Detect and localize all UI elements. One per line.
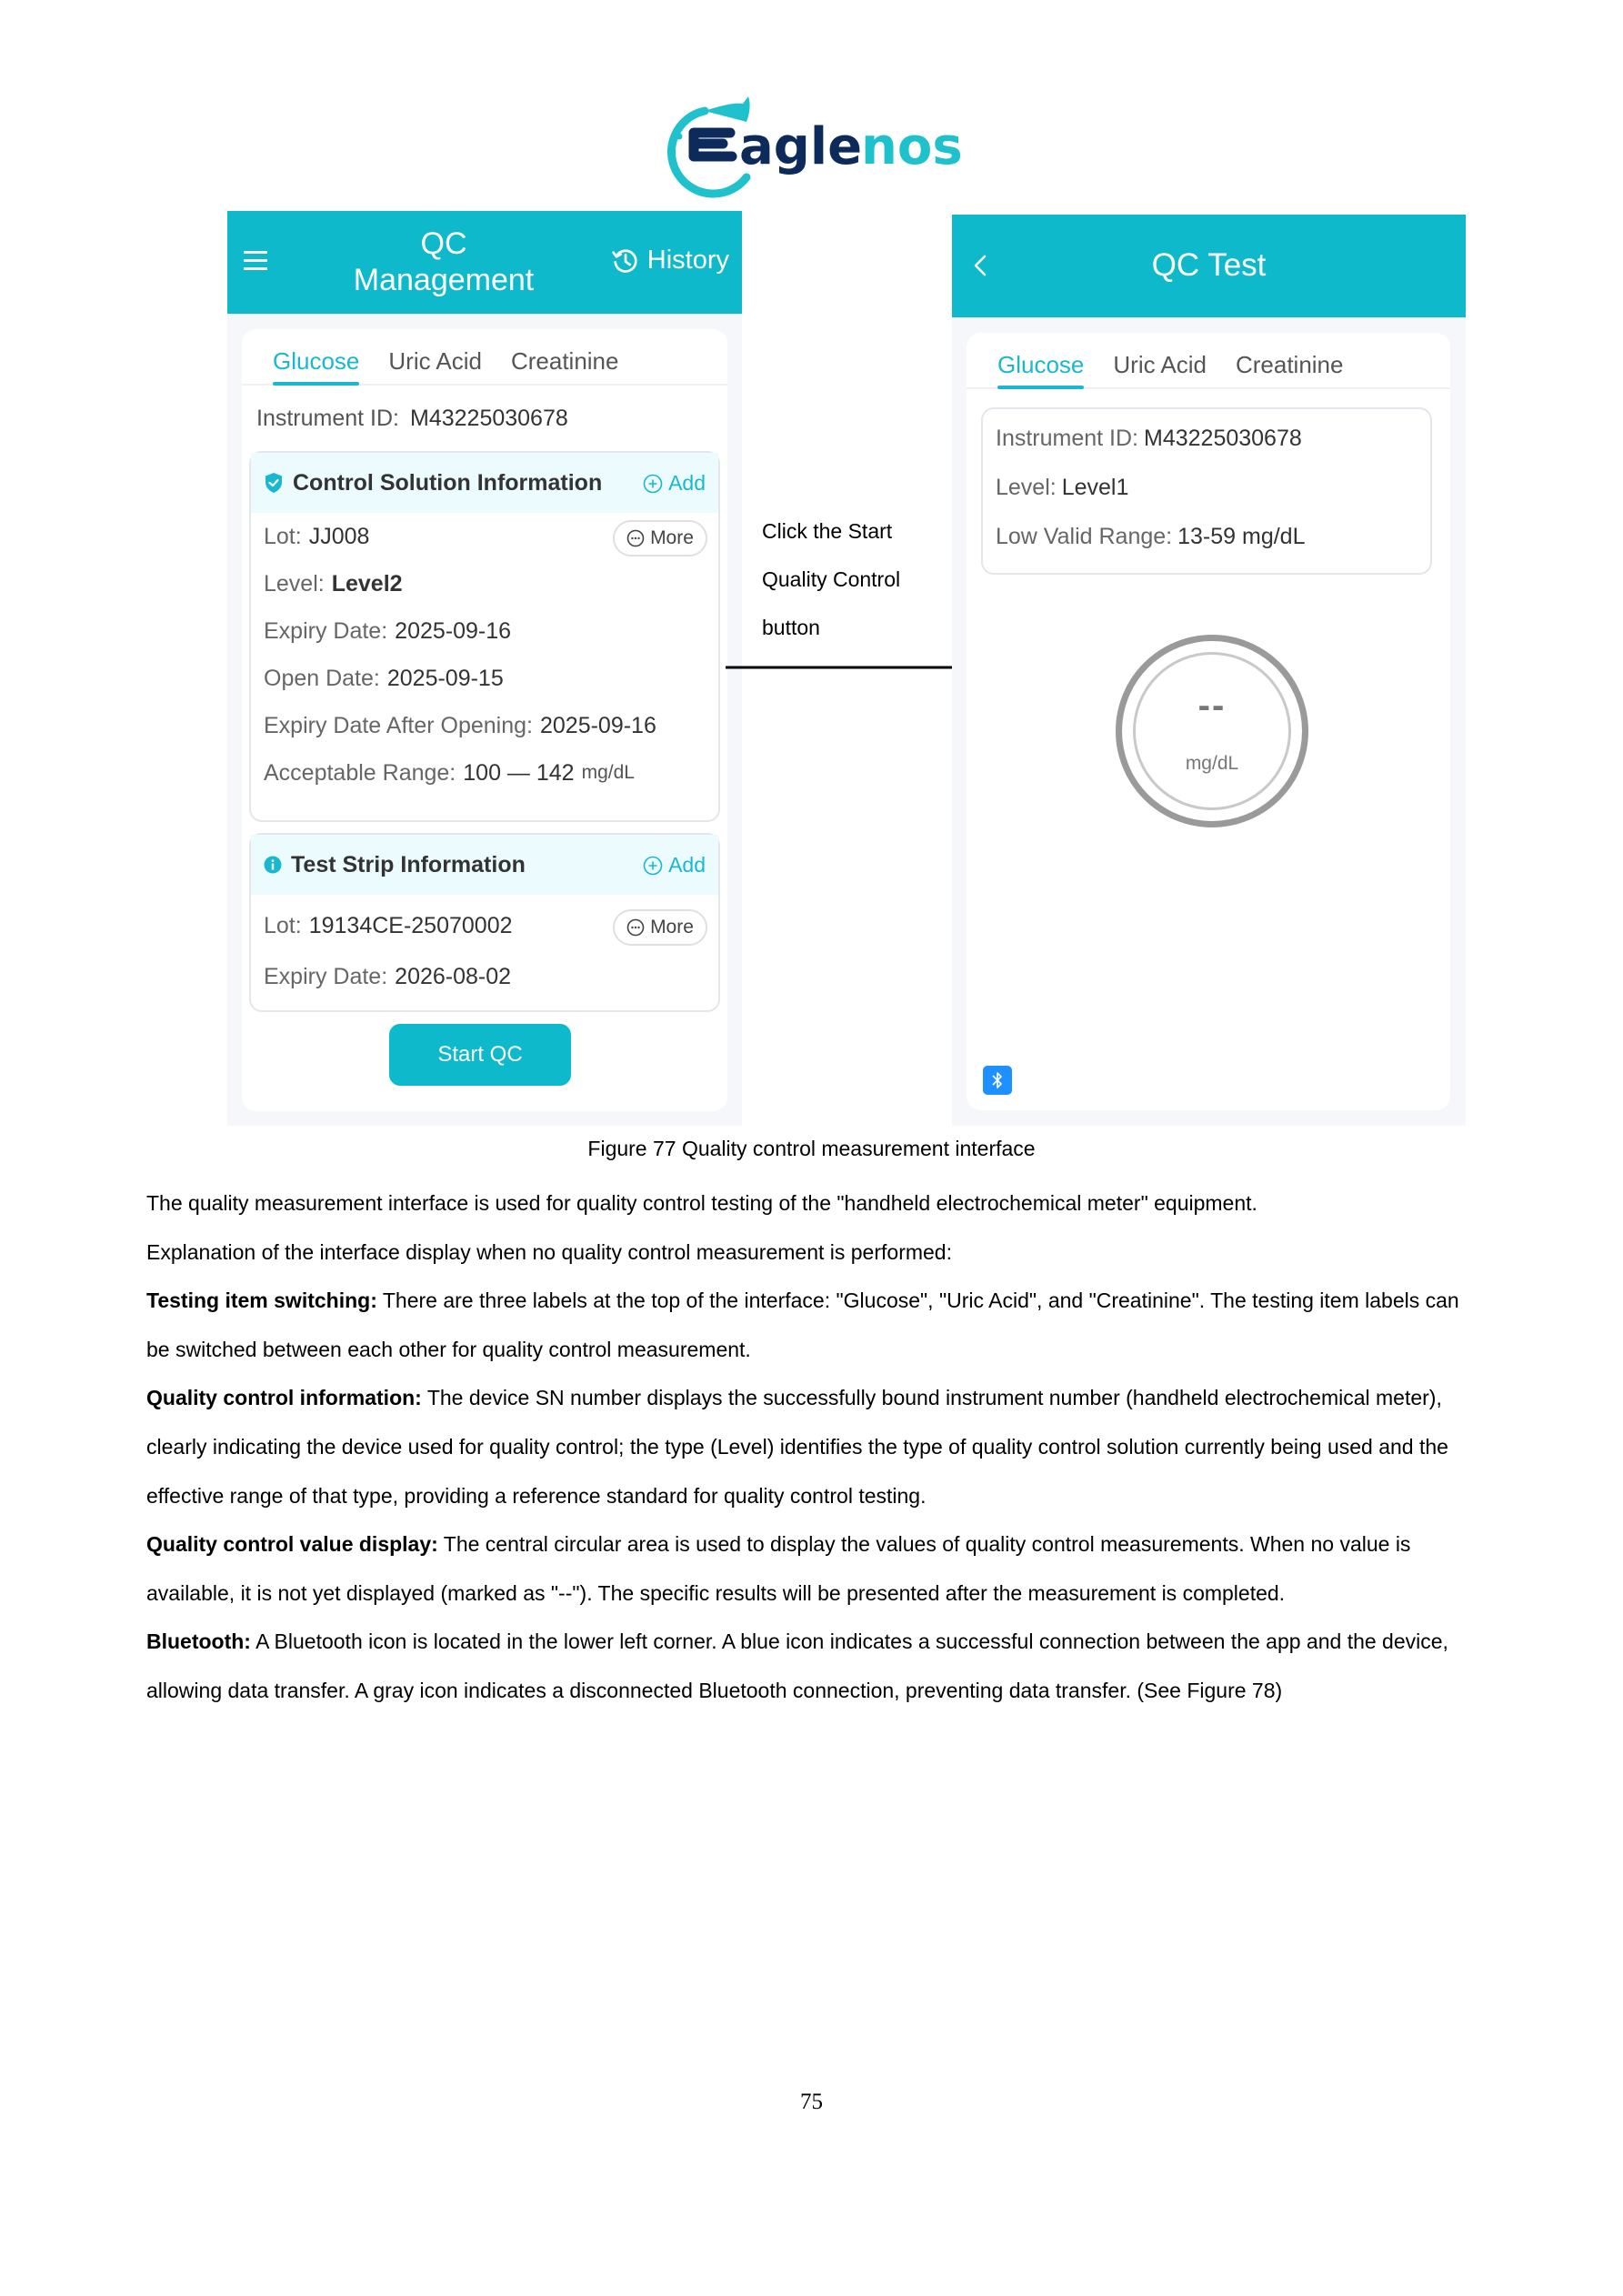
qc-card bbox=[242, 329, 727, 1111]
strip-more-button[interactable] bbox=[613, 909, 707, 946]
svg-text:agle: agle bbox=[739, 117, 863, 176]
control-open-date-row bbox=[251, 655, 718, 702]
annotation-line-2: Quality Control bbox=[762, 567, 901, 591]
paragraph-testing-item bbox=[146, 1277, 1474, 1374]
test-item-tabs bbox=[242, 329, 727, 386]
info-icon bbox=[264, 856, 282, 874]
strip-expiry-row bbox=[251, 953, 718, 1000]
testing-item-heading: Testing item switching: bbox=[146, 1288, 377, 1313]
bluetooth-heading: Bluetooth: bbox=[146, 1629, 251, 1654]
gauge-unit: mg/dL bbox=[1185, 753, 1239, 774]
level-value: Level2 bbox=[331, 570, 403, 597]
app-bar bbox=[227, 211, 742, 314]
more-dots-icon bbox=[626, 529, 645, 547]
instrument-id-label: Instrument ID: bbox=[256, 406, 399, 431]
instrument-id-row bbox=[996, 426, 1430, 475]
test-item-tabs bbox=[967, 333, 1450, 389]
control-solution-title: Control Solution Information bbox=[293, 469, 603, 496]
paragraph-explanation: Explanation of the interface display when no quality control measurement is performed: bbox=[146, 1239, 952, 1264]
add-label: Add bbox=[668, 471, 706, 495]
control-acceptable-range-row bbox=[251, 749, 718, 797]
paragraph-bluetooth bbox=[146, 1618, 1474, 1715]
annotation-line-1: Click the Start bbox=[762, 519, 893, 543]
flow-arrow bbox=[726, 658, 971, 677]
title-line-1: QC bbox=[420, 226, 467, 261]
level-row bbox=[996, 475, 1430, 524]
qc-value-gauge bbox=[1116, 635, 1308, 827]
level-label: Level: bbox=[996, 475, 1057, 500]
qc-management-screen bbox=[227, 211, 742, 1126]
acceptable-range-label: Acceptable Range: bbox=[264, 759, 456, 786]
menu-icon[interactable] bbox=[244, 251, 267, 271]
add-control-solution-button[interactable] bbox=[643, 471, 706, 496]
acceptable-range-unit: mg/dL bbox=[581, 762, 635, 783]
start-qc-button[interactable]: Start QC bbox=[389, 1024, 571, 1086]
control-solution-section bbox=[249, 451, 720, 822]
body-text bbox=[146, 1179, 1474, 1716]
tab-uric-acid[interactable]: Uric Acid bbox=[388, 347, 482, 375]
qc-value-text: The central circular area is used to display the values of quality control measurements. When no value is available, it is not yet displayed (marked as "--"). The specific results will be presented after the measurement is completed. bbox=[146, 1532, 1411, 1605]
strip-lot-value: 19134CE-25070002 bbox=[308, 912, 513, 938]
qc-info-box bbox=[981, 407, 1432, 575]
strip-lot-label: Lot: bbox=[264, 912, 302, 938]
qc-value-heading: Quality control value display: bbox=[146, 1532, 438, 1557]
test-strip-section bbox=[249, 833, 720, 1012]
qc-info-heading: Quality control information: bbox=[146, 1386, 422, 1410]
instrument-id-value: M43225030678 bbox=[410, 406, 568, 431]
control-level-row bbox=[251, 560, 718, 607]
instrument-id-value: M43225030678 bbox=[1144, 426, 1302, 451]
open-date-value: 2025-09-15 bbox=[386, 665, 504, 691]
lot-label: Lot: bbox=[264, 523, 302, 549]
gauge-value: -- bbox=[1197, 686, 1227, 726]
strip-expiry-value: 2026-08-02 bbox=[395, 963, 512, 989]
expiry-value: 2025-09-16 bbox=[395, 617, 512, 644]
shield-check-icon bbox=[264, 472, 284, 494]
strip-expiry-label: Expiry Date: bbox=[264, 963, 388, 989]
eaglenos-logo bbox=[668, 91, 963, 191]
testing-item-text: There are three labels at the top of the interface: "Glucose", "Uric Acid", and "Creatinine". The testing item labels can be switched between each other for quality control measurement. bbox=[146, 1288, 1459, 1361]
control-more-button[interactable] bbox=[613, 520, 707, 556]
bluetooth-button[interactable] bbox=[983, 1066, 1012, 1095]
page-number: 75 bbox=[800, 2090, 823, 2114]
more-label: More bbox=[650, 917, 694, 937]
svg-text:nos: nos bbox=[861, 117, 963, 176]
plus-circle-icon bbox=[643, 474, 663, 494]
figure-caption: Figure 77 Quality control measurement interface bbox=[587, 1137, 1036, 1160]
valid-range-value: 13-59 mg/dL bbox=[1177, 524, 1306, 549]
screen-title: QC Test bbox=[1151, 247, 1267, 283]
valid-range-label: Low Valid Range: bbox=[996, 524, 1173, 549]
paragraph-qc-info bbox=[146, 1374, 1474, 1520]
tab-glucose[interactable]: Glucose bbox=[997, 333, 1084, 387]
control-expiry-row bbox=[251, 607, 718, 655]
expiry-after-opening-value: 2025-09-16 bbox=[539, 712, 656, 738]
screen-title bbox=[309, 226, 578, 298]
expiry-after-opening-label: Expiry Date After Opening: bbox=[264, 712, 533, 738]
paragraph-qc-value bbox=[146, 1520, 1474, 1618]
bluetooth-icon bbox=[990, 1070, 1005, 1090]
history-label: History bbox=[646, 246, 729, 275]
history-icon bbox=[611, 246, 640, 276]
strip-lot-row bbox=[251, 902, 718, 949]
add-test-strip-button[interactable] bbox=[643, 853, 706, 877]
tab-creatinine[interactable]: Creatinine bbox=[1235, 351, 1344, 378]
tab-uric-acid[interactable]: Uric Acid bbox=[1113, 351, 1207, 378]
level-label: Level: bbox=[264, 570, 325, 597]
more-dots-icon bbox=[626, 918, 645, 937]
open-date-label: Open Date: bbox=[264, 665, 380, 691]
plus-circle-icon bbox=[643, 856, 663, 876]
gauge-inner-ring bbox=[1133, 652, 1291, 810]
qc-test-screen bbox=[952, 215, 1466, 1126]
control-expiry-after-opening-row bbox=[251, 702, 718, 749]
instrument-id-label: Instrument ID: bbox=[996, 426, 1138, 451]
tab-glucose[interactable]: Glucose bbox=[273, 329, 359, 384]
qc-test-card bbox=[967, 333, 1450, 1110]
lot-value: JJ008 bbox=[308, 523, 370, 549]
test-strip-header bbox=[251, 835, 718, 895]
add-label: Add bbox=[668, 853, 706, 877]
more-label: More bbox=[650, 527, 694, 548]
eaglenos-logo-graphic bbox=[668, 91, 963, 191]
valid-range-row bbox=[996, 524, 1430, 573]
expiry-label: Expiry Date: bbox=[264, 617, 388, 644]
history-button[interactable] bbox=[611, 246, 729, 276]
app-bar bbox=[952, 215, 1466, 317]
level-value: Level1 bbox=[1061, 475, 1129, 500]
bluetooth-text: A Bluetooth icon is located in the lower left corner. A blue icon indicates a successful connection between the app and the device, allowing data transfer. A gray icon indicates a disconnected Bluetooth connection, preventing data transfer. (See Figure 78) bbox=[146, 1629, 1448, 1702]
paragraph-intro: The quality measurement interface is used for quality control testing of the "handheld electrochemical meter" equipment. bbox=[146, 1191, 1257, 1215]
control-lot-row bbox=[251, 513, 718, 560]
qc-info-text: The device SN number displays the successfully bound instrument number (handheld electrochemical meter), clearly indicating the device used for quality control; the type (Level) identifies the type of quality control solution currently being used and the effective range of that type, providing a reference standard for quality control testing. bbox=[146, 1386, 1448, 1508]
control-solution-header bbox=[251, 453, 718, 513]
test-strip-title: Test Strip Information bbox=[291, 851, 526, 877]
title-line-2: Management bbox=[353, 263, 535, 297]
instruction-annotation bbox=[762, 507, 900, 652]
annotation-line-3: button bbox=[762, 616, 820, 639]
acceptable-range-value: 100 — 142 bbox=[463, 759, 575, 786]
instrument-id bbox=[242, 386, 727, 449]
tab-creatinine[interactable]: Creatinine bbox=[510, 347, 619, 375]
